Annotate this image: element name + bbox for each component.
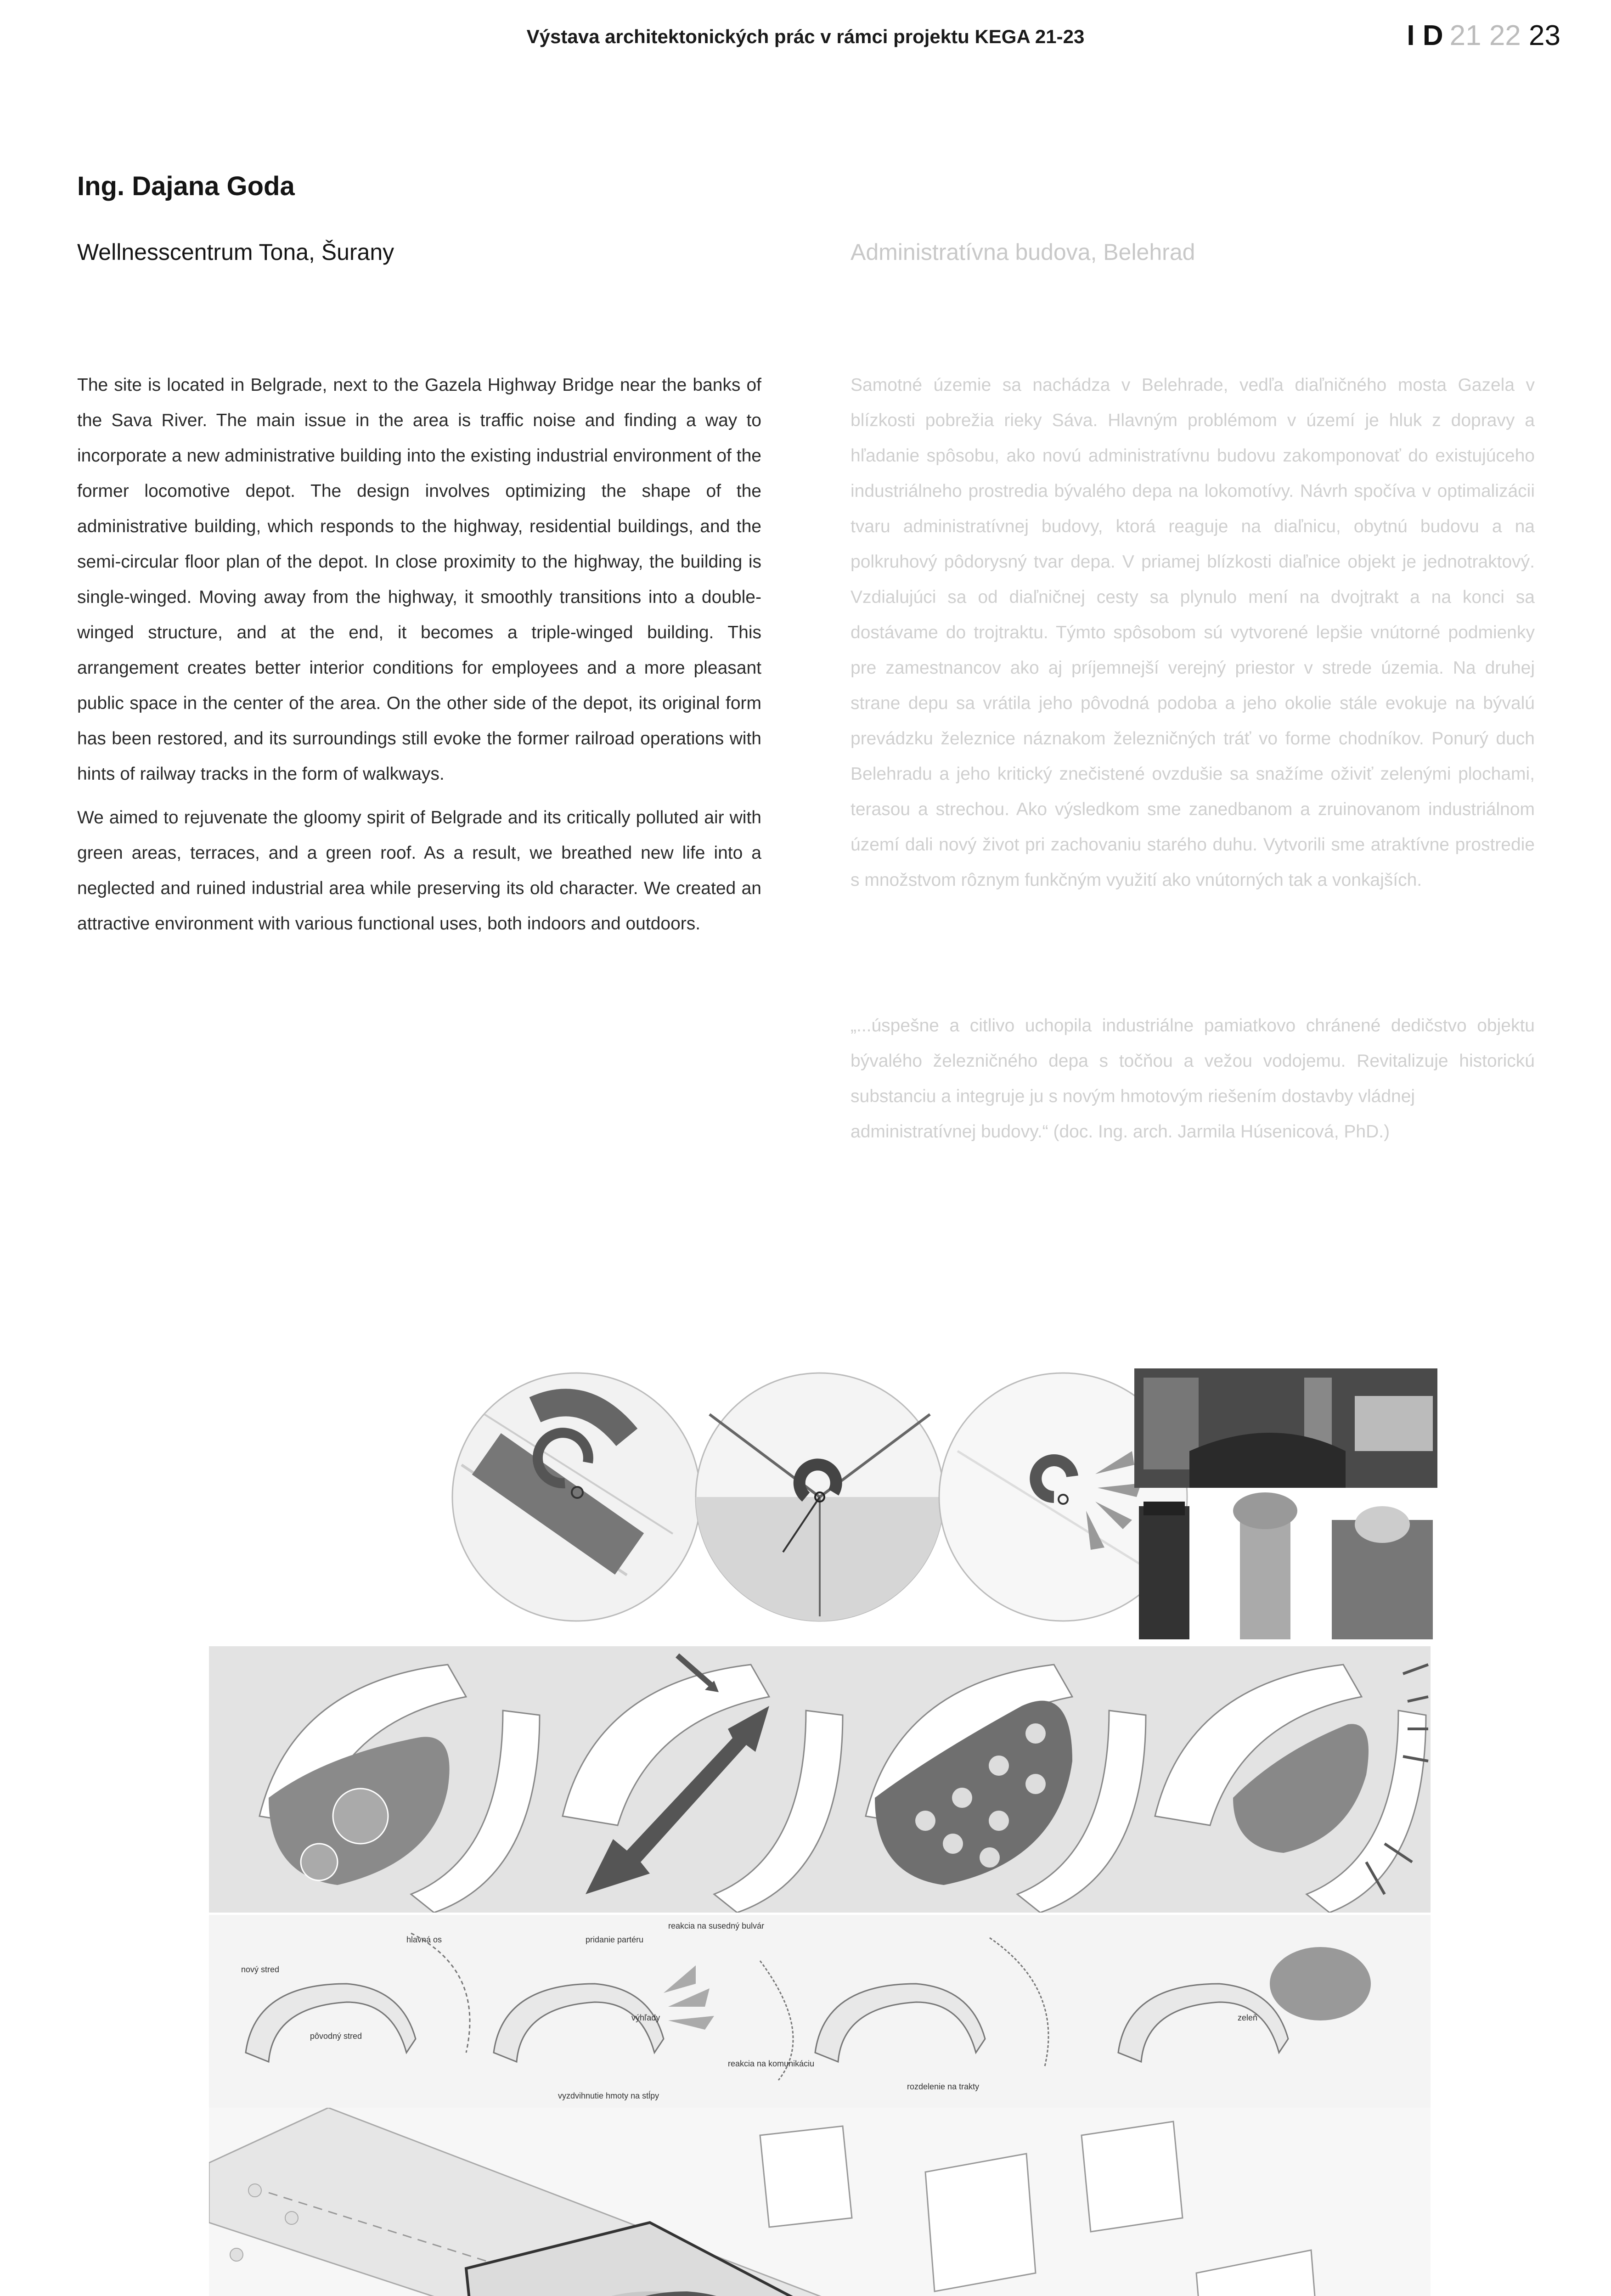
concept-circle-1: [452, 1373, 700, 1621]
label-vyzdvihnutie: vyzdvihnutie hmoty na stĺpy: [558, 2091, 659, 2100]
label-reakcia-bulvar: reakcia na susedný bulvár: [668, 1921, 765, 1930]
water-tower-photo-1: [1139, 1506, 1189, 1639]
english-paragraph-1: The site is located in Belgrade, next to the Gazela Highway Bridge near the banks of the Sava River. The main issue in the area is traffic noise and finding a way to incorporate a new administrative building into the existing industrial environment of the former locomotive depot. The design involves optimizing the shape of the administrative building, which responds to the highway, residential buildings, and the semi-circular floor plan of the depot. In close proximity to the highway, the building is single-winged. Moving away from the highway, it smoothly transitions into a double-winged structure, and at the end, it becomes a triple-winged building. This arrangement creates better interior conditions for employees and a more pleasant public space in the center of the area. On the other side of the depot, its original form has been restored, and its surroundings still evoke the former railroad operations with hints of railway tracks in the form of walkways.: [77, 375, 761, 784]
historical-photos: [1134, 1359, 1437, 1644]
quote-line-1: „...úspešne a citlivo uchopila industriálne pamiatkovo chránené dedičstvo objektu bývalého železničného depa s točňou a vežou vodojemu. Revitalizuje historickú substanciu a integruje ju s novým hmotovým riešením dostavby vládnej: [851, 1016, 1535, 1106]
quote-line-2: administratívnej budovy.“ (doc. Ing. arch. Jarmila Húsenicová, PhD.): [851, 1122, 1390, 1142]
label-reakcia-komunikacia: reakcia na komunikáciu: [728, 2059, 815, 2068]
form-finding-diagrams: [209, 1915, 1431, 2108]
slovak-paragraph-1: Samotné územie sa nachádza v Belehrade, vedľa diaľničného mosta Gazela v blízkosti pobrežia rieky Sáva. Hlavným problémom v území je hluk z dopravy a hľadanie spôsobu, ako novú administratívnu budovu zakomponovať do existujúceho industriálneho prostredia bývalého depa na lokomotívy. Návrh spočíva v optimalizácii tvaru administratívnej budovy, ktorá reaguje na diaľnicu, obytnú budovu a na polkruhový pôdorysný tvar depa. V priamej blízkosti diaľnice objekt je jednotraktový. Vzdialujúci sa od diaľničnej cesty sa plynulo mení na dvojtrakt a na konci sa dostávame do trojtraktu. Týmto spôsobom sú vytvorené lepšie vnútorné podmienky pre zamestnancov ako aj príjemnejší verejný priestor v strede územia. Na druhej strane depu sa vrátila jeho pôvodná podoba a jeho okolie stále evokuje na bývalú prevádzku železnice náznakom železničných tráť vo forme chodníkov. Ponurý duch Belehradu a jeho kritický znečistené ovzdušie sa snažíme oživiť zelenými plochami, terasou a strechou. Ako výsledkom sme zanedbanom a zruinovanom industriálnom území dali nový život pri zachovaniu starého duhu. Vytvorili sme atraktívne prostredie s množstvom rôznym funkčným využití ako vnútorných tak a vonkajších.: [851, 375, 1535, 890]
english-description: [77, 367, 761, 950]
id-mark: I D: [1407, 20, 1443, 51]
reviewer-quote: [851, 1008, 1535, 1149]
label-zelen: zeleň: [1238, 2013, 1258, 2022]
aerial-site-axonometry: [209, 2108, 1431, 2296]
label-povodny-stred: pôvodný stred: [310, 2032, 362, 2041]
label-vyhlady: výhľady: [631, 2013, 660, 2022]
project-title-left: Wellnesscentrum Tona, Šurany: [77, 239, 394, 265]
water-tower-photo-2: [1240, 1511, 1290, 1639]
concept-circle-2: [696, 1373, 944, 1621]
author-name: Ing. Dajana Goda: [77, 171, 295, 201]
axonometric-sequence: [209, 1646, 1431, 1913]
slovak-description: [851, 367, 1535, 906]
project-title-right: Administratívna budova, Belehrad: [851, 239, 1195, 265]
label-hlavna-os: hlavná os: [406, 1935, 442, 1944]
year-indicator: [1407, 19, 1560, 52]
grey-years: 21 22: [1449, 20, 1521, 51]
label-novy-stred: nový stred: [241, 1965, 280, 1974]
current-year: 23: [1529, 20, 1560, 51]
label-pridanie-parteru: pridanie partéru: [586, 1935, 644, 1944]
english-paragraph-2: We aimed to rejuvenate the gloomy spirit of Belgrade and its critically polluted air with green areas, terraces, and a green roof. As a result, we breathed new life into a neglected and ruined industrial area while preserving its old character. We created an attractive environment with various functional uses, both indoors and outdoors.: [77, 808, 761, 934]
exhibition-title: Výstava architektonických prác v rámci projektu KEGA 21-23: [526, 26, 1085, 47]
label-rozdelenie: rozdelenie na trakty: [907, 2082, 980, 2091]
